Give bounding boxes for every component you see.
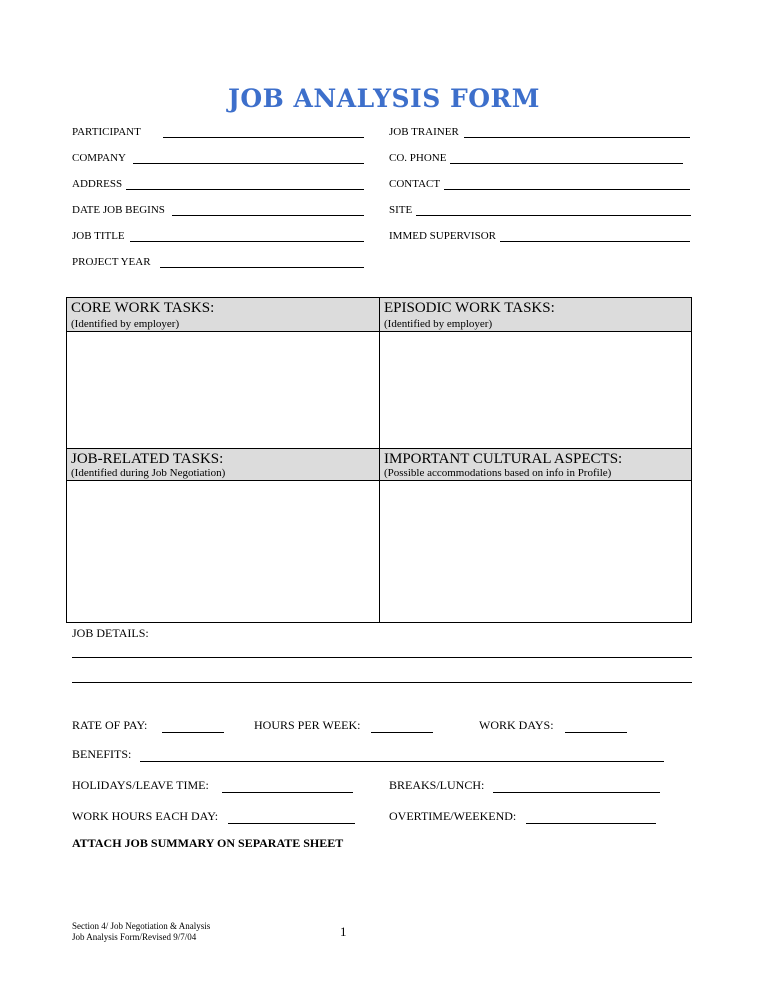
job-related-tasks-title: JOB-RELATED TASKS: <box>71 451 224 467</box>
job-related-tasks-area[interactable] <box>67 481 379 622</box>
co-phone-field[interactable] <box>450 163 683 164</box>
work-hours-label: WORK HOURS EACH DAY: <box>72 809 219 823</box>
benefits-label: BENEFITS: <box>72 747 132 761</box>
address-field[interactable] <box>126 189 364 190</box>
job-trainer-field[interactable] <box>464 137 690 138</box>
job-related-tasks-header <box>67 449 379 481</box>
episodic-tasks-title: EPISODIC WORK TASKS: <box>384 300 555 316</box>
hours-per-week-label: HOURS PER WEEK: <box>254 718 361 732</box>
footer-revision: Job Analysis Form/Revised 9/7/04 <box>72 932 197 942</box>
work-hours-field[interactable] <box>228 823 355 824</box>
core-tasks-header <box>67 298 379 332</box>
breaks-field[interactable] <box>493 792 660 793</box>
cultural-aspects-header <box>380 449 691 481</box>
immed-supervisor-label: IMMED SUPERVISOR <box>389 230 496 242</box>
work-days-field[interactable] <box>565 732 627 733</box>
participant-field[interactable] <box>163 137 364 138</box>
contact-field[interactable] <box>444 189 690 190</box>
form-title: JOB ANALYSIS FORM <box>228 84 540 113</box>
attach-summary-note: ATTACH JOB SUMMARY ON SEPARATE SHEET <box>72 836 344 850</box>
holidays-label: HOLIDAYS/LEAVE TIME: <box>72 778 209 792</box>
job-details-line-1[interactable] <box>72 657 692 658</box>
job-title-label: JOB TITLE <box>72 230 125 242</box>
hours-per-week-field[interactable] <box>371 732 433 733</box>
core-tasks-area[interactable] <box>67 332 379 448</box>
rate-of-pay-label: RATE OF PAY: <box>72 718 148 732</box>
core-tasks-title: CORE WORK TASKS: <box>71 300 215 316</box>
date-job-begins-label: DATE JOB BEGINS <box>72 204 165 216</box>
contact-label: CONTACT <box>389 178 441 190</box>
overtime-label: OVERTIME/WEEKEND: <box>389 809 517 823</box>
site-label: SITE <box>389 204 413 216</box>
job-details-label: JOB DETAILS: <box>72 626 149 640</box>
site-field[interactable] <box>416 215 691 216</box>
episodic-tasks-subtitle: (Identified by employer) <box>384 318 493 330</box>
overtime-field[interactable] <box>526 823 656 824</box>
holidays-field[interactable] <box>222 792 353 793</box>
job-details-line-2[interactable] <box>72 682 692 683</box>
rate-of-pay-field[interactable] <box>162 732 224 733</box>
job-related-tasks-subtitle: (Identified during Job Negotiation) <box>71 467 226 479</box>
company-label: COMPANY <box>72 152 127 164</box>
company-field[interactable] <box>133 163 364 164</box>
address-label: ADDRESS <box>72 178 123 190</box>
participant-label: PARTICIPANT <box>72 126 141 138</box>
episodic-tasks-header <box>380 298 691 332</box>
episodic-tasks-area[interactable] <box>380 332 691 448</box>
work-days-label: WORK DAYS: <box>479 718 554 732</box>
co-phone-label: CO. PHONE <box>389 152 447 164</box>
grid-divider-vertical <box>379 298 380 622</box>
cultural-aspects-title: IMPORTANT CULTURAL ASPECTS: <box>384 451 623 467</box>
cultural-aspects-subtitle: (Possible accommodations based on info in Profile) <box>384 467 612 479</box>
breaks-label: BREAKS/LUNCH: <box>389 778 485 792</box>
cultural-aspects-area[interactable] <box>380 481 691 622</box>
tasks-grid <box>66 297 692 623</box>
core-tasks-subtitle: (Identified by employer) <box>71 318 180 330</box>
job-title-field[interactable] <box>130 241 364 242</box>
project-year-label: PROJECT YEAR <box>72 256 151 268</box>
job-trainer-label: JOB TRAINER <box>389 126 459 138</box>
footer-section: Section 4/ Job Negotiation & Analysis <box>72 921 211 931</box>
date-job-begins-field[interactable] <box>172 215 364 216</box>
immed-supervisor-field[interactable] <box>500 241 690 242</box>
page-number: 1 <box>340 924 347 939</box>
project-year-field[interactable] <box>160 267 364 268</box>
benefits-field[interactable] <box>140 761 664 762</box>
